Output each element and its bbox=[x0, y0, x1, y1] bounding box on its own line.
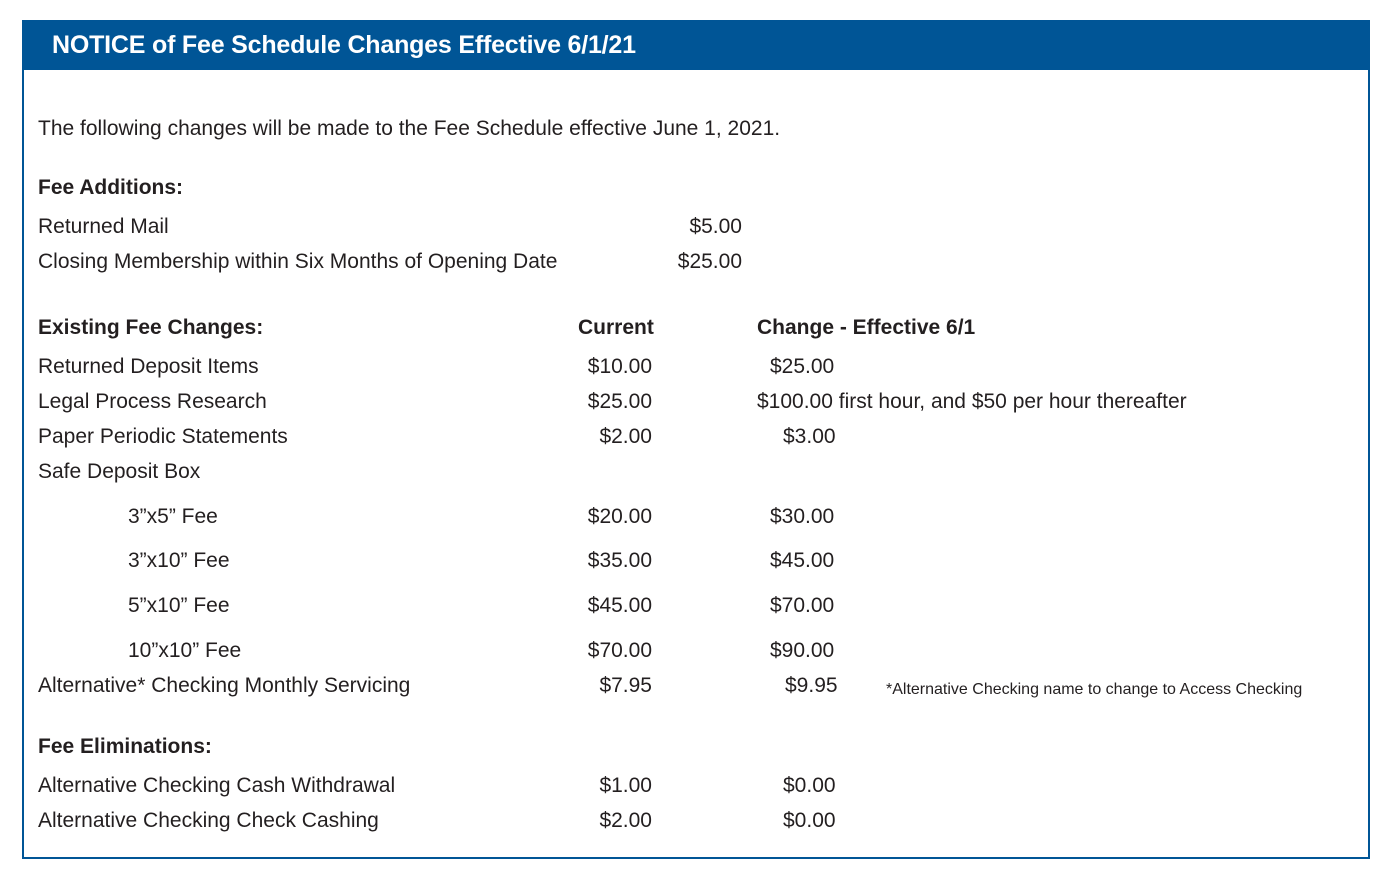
fee-current-amount: $35.00 bbox=[587, 549, 652, 572]
fee-current-amount: $20.00 bbox=[587, 505, 652, 528]
fee-change-amount: $30.00 bbox=[770, 505, 835, 528]
box-size-label: 5”x10” Fee bbox=[128, 594, 230, 617]
fee-change-amount: $100.00 first hour, and $50 per hour thereafter bbox=[757, 390, 1187, 413]
elimination-label: Alternative Checking Check Cashing bbox=[38, 809, 379, 832]
fee-changes-heading: Existing Fee Changes: bbox=[38, 316, 264, 339]
box-size-label: 10”x10” Fee bbox=[128, 639, 242, 662]
box-size-label: 3”x10” Fee bbox=[128, 549, 230, 572]
fee-current-amount: $2.00 bbox=[599, 425, 652, 448]
fee-notice-box bbox=[22, 20, 1370, 859]
footnote-text: *Alternative Checking name to change to Access Checking bbox=[886, 681, 1303, 698]
fee-change-amount: $45.00 bbox=[770, 549, 835, 572]
fee-additions-heading: Fee Additions: bbox=[38, 176, 184, 199]
fee-change-amount: $70.00 bbox=[770, 594, 835, 617]
elimination-label: Alternative Checking Cash Withdrawal bbox=[38, 774, 396, 797]
fee-change-label: Alternative* Checking Monthly Servicing bbox=[38, 674, 411, 697]
change-column-header: Change - Effective 6/1 bbox=[757, 316, 976, 339]
fee-change-amount: $0.00 bbox=[783, 809, 836, 832]
fee-current-amount: $45.00 bbox=[587, 594, 652, 617]
fee-current-amount: $70.00 bbox=[587, 639, 652, 662]
fee-change-amount: $0.00 bbox=[783, 774, 836, 797]
addition-amount: $25.00 bbox=[677, 250, 742, 273]
safe-deposit-box-label: Safe Deposit Box bbox=[38, 460, 201, 483]
intro-text: The following changes will be made to the Fee Schedule effective June 1, 2021. bbox=[38, 117, 781, 140]
fee-current-amount: $1.00 bbox=[599, 774, 652, 797]
addition-label: Closing Membership within Six Months of Opening Date bbox=[38, 250, 558, 273]
fee-current-amount: $2.00 bbox=[599, 809, 652, 832]
fee-current-amount: $7.95 bbox=[599, 674, 652, 697]
fee-current-amount: $25.00 bbox=[587, 390, 652, 413]
fee-current-amount: $10.00 bbox=[587, 355, 652, 378]
fee-change-label: Legal Process Research bbox=[38, 390, 267, 413]
notice-header-bar bbox=[24, 22, 1368, 70]
fee-change-label: Paper Periodic Statements bbox=[38, 425, 288, 448]
box-size-label: 3”x5” Fee bbox=[128, 505, 218, 528]
fee-change-label: Returned Deposit Items bbox=[38, 355, 259, 378]
fee-change-amount: $9.95 bbox=[785, 674, 838, 697]
addition-amount: $5.00 bbox=[689, 215, 742, 238]
fee-change-amount: $25.00 bbox=[770, 355, 835, 378]
notice-title: NOTICE of Fee Schedule Changes Effective 6/1/21 bbox=[52, 31, 636, 59]
current-column-header: Current bbox=[578, 316, 654, 339]
fee-change-amount: $3.00 bbox=[783, 425, 836, 448]
fee-eliminations-heading: Fee Eliminations: bbox=[38, 735, 212, 758]
addition-label: Returned Mail bbox=[38, 215, 169, 238]
fee-change-amount: $90.00 bbox=[770, 639, 835, 662]
